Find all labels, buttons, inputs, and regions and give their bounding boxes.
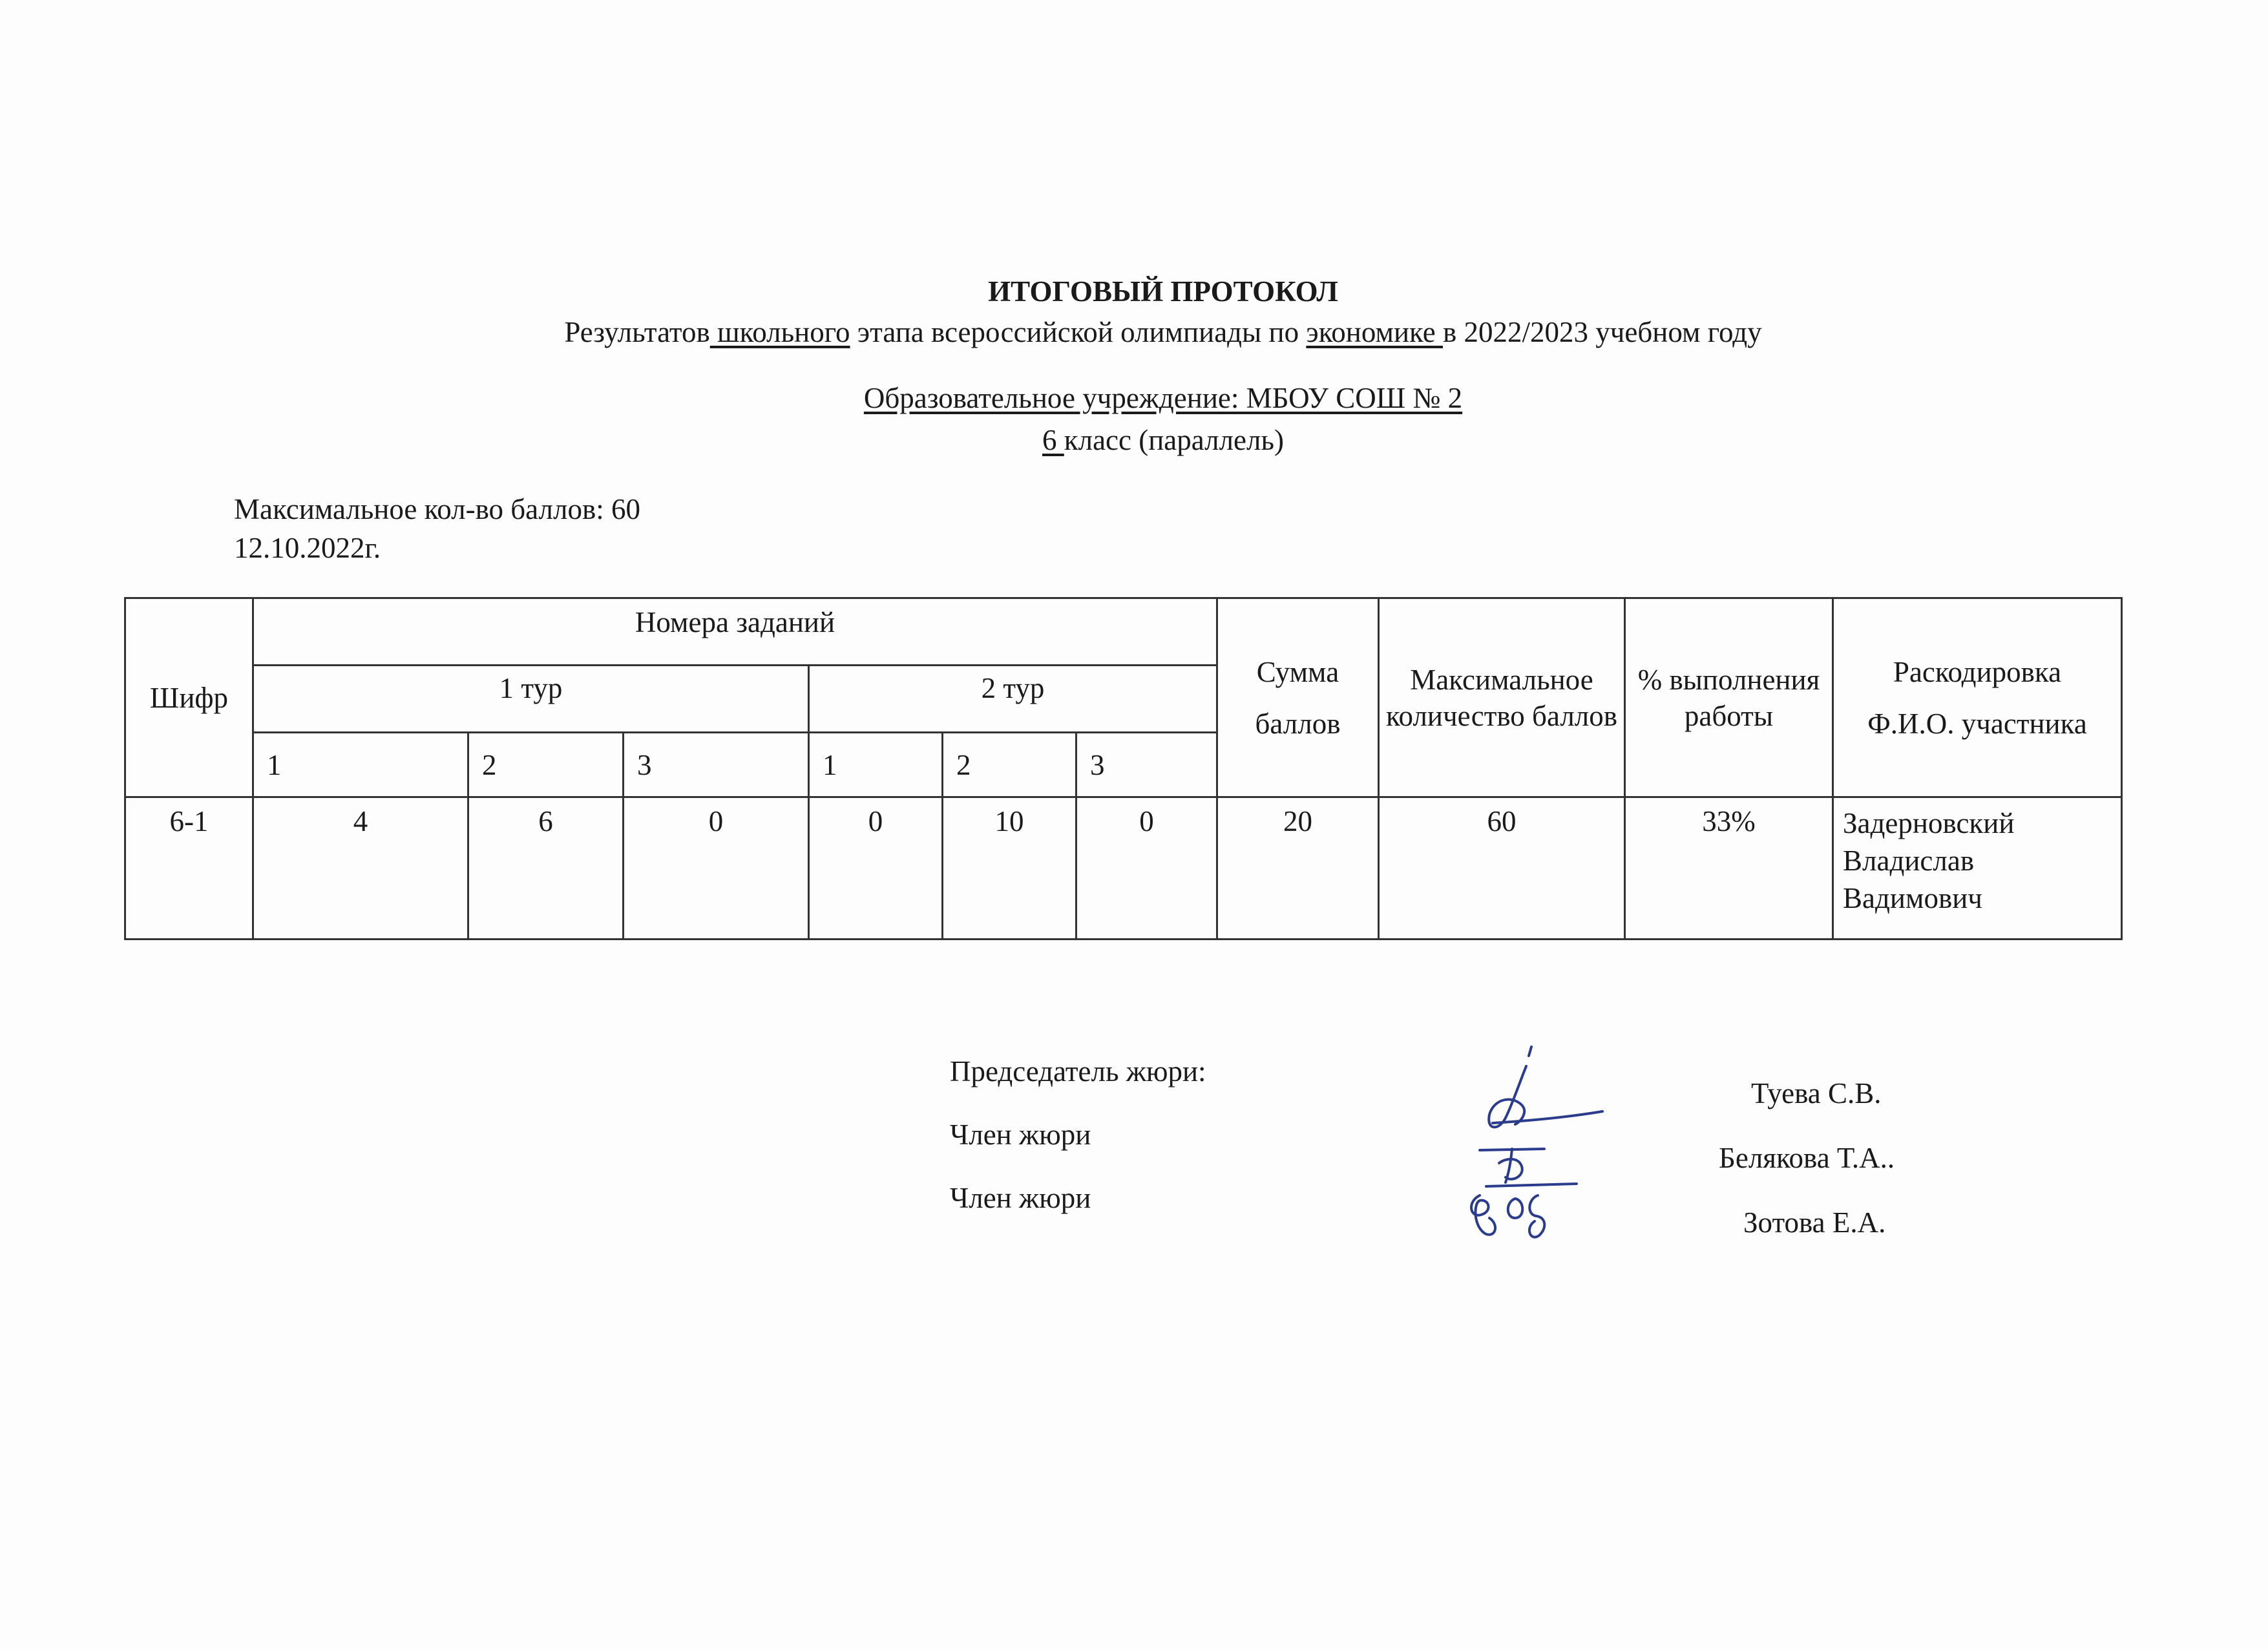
school-line	[0, 381, 2268, 415]
table-row	[125, 797, 2122, 940]
header-task-2-3: 3	[1076, 733, 1217, 797]
jury-chair-label: Председатель жюри:	[950, 1055, 1206, 1087]
cell-score: 10	[943, 797, 1076, 940]
grade-number: 6	[1042, 424, 1064, 456]
subtitle-suffix: в 2022/2023 учебном году	[1443, 316, 1762, 348]
header-task-2-1: 1	[809, 733, 943, 797]
header-task-1-1: 1	[253, 733, 468, 797]
subtitle-prefix: Результатов	[564, 316, 710, 348]
cell-score: 0	[1076, 797, 1217, 940]
signature-member2	[1471, 1195, 1544, 1237]
subtitle-mid: этапа всероссийской олимпиады по	[850, 316, 1307, 348]
header-sum-line2: баллов	[1255, 707, 1341, 740]
signature-chair	[1489, 1047, 1602, 1127]
cell-score: 6	[468, 797, 624, 940]
header-max: Максимальное количество баллов	[1379, 598, 1625, 797]
jury-chair-name: Туева С.В.	[1751, 1077, 1882, 1109]
handwritten-signatures	[1454, 1034, 1622, 1247]
jury-member2-name: Зотова Е.А.	[1743, 1206, 1886, 1239]
grade-suffix: класс (параллель)	[1064, 424, 1284, 456]
header-decode-line2: Ф.И.О. участника	[1867, 707, 2087, 740]
results-table	[124, 597, 2123, 940]
header-code: Шифр	[125, 598, 253, 797]
jury-member1-label: Член жюри	[950, 1119, 1091, 1151]
header-percent: % выполнения работы	[1625, 598, 1833, 797]
cell-score: 0	[809, 797, 943, 940]
grade-line	[0, 423, 2268, 457]
document-subtitle	[0, 315, 2268, 349]
subtitle-stage: школьного	[709, 316, 850, 348]
header-task-1-3: 3	[624, 733, 809, 797]
header-task-numbers: Номера заданий	[253, 598, 1217, 666]
jury-member1-name: Белякова Т.А..	[1719, 1142, 1895, 1174]
date-line: 12.10.2022г.	[234, 532, 381, 564]
cell-max: 60	[1379, 797, 1625, 940]
cell-code: 6-1	[125, 797, 253, 940]
max-points-line: Максимальное кол-во баллов: 60	[234, 493, 640, 525]
cell-participant-name: Задерновский Владислав Вадимович	[1833, 797, 2122, 940]
subtitle-subject: экономике	[1306, 316, 1444, 348]
jury-member2-label: Член жюри	[950, 1182, 1091, 1214]
header-sum-line1: Сумма	[1256, 655, 1339, 688]
school-name: Образовательное учреждение: МБОУ СОШ № 2	[863, 382, 1463, 414]
header-sum	[1217, 598, 1379, 797]
cell-percent: 33%	[1625, 797, 1833, 940]
cell-score: 0	[624, 797, 809, 940]
header-decode-line1: Раскодировка	[1893, 655, 2062, 688]
cell-score: 4	[253, 797, 468, 940]
header-decode	[1833, 598, 2122, 797]
cell-sum: 20	[1217, 797, 1379, 940]
signature-member1	[1480, 1149, 1577, 1186]
header-tour-2: 2 тур	[809, 666, 1217, 733]
header-tour-1: 1 тур	[253, 666, 809, 733]
document-title: ИТОГОВЫЙ ПРОТОКОЛ	[988, 275, 1338, 308]
header-task-1-2: 2	[468, 733, 624, 797]
header-task-2-2: 2	[943, 733, 1076, 797]
